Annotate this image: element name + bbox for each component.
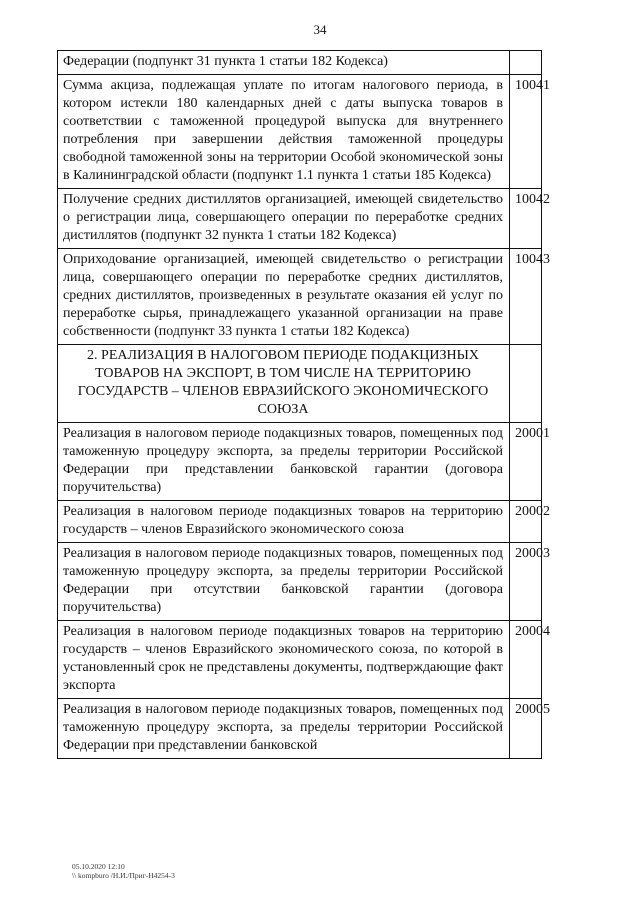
- row-code: 20005: [510, 699, 542, 759]
- footer-timestamp: 05.10.2020 12:10: [72, 862, 125, 871]
- codes-table: [57, 50, 550, 759]
- table-row: [58, 699, 542, 759]
- table-row: [58, 51, 542, 75]
- row-code: 20004: [510, 621, 542, 699]
- section-code-empty: [510, 345, 542, 423]
- row-description: Оприходование организацией, имеющей свидетельство о регистрации лица, совершающего операции по переработке средних дистиллятов, средних дистиллятов, произведенных в результате оказания ей услуг по переработке сырья, принадлежащего указанной организации на праве собственности (подпункт 33 пункта 1 статьи 182 Кодекса): [58, 249, 510, 345]
- row-description: Получение средних дистиллятов организацией, имеющей свидетельство о регистрации лица, совершающего операции по переработке средних дистиллятов (подпункт 32 пункта 1 статьи 182 Кодекса): [58, 189, 510, 249]
- section-header-row: [58, 345, 542, 423]
- row-code: 20003: [510, 543, 542, 621]
- table-row: [58, 423, 542, 501]
- section-title: 2. РЕАЛИЗАЦИЯ В НАЛОГОВОМ ПЕРИОДЕ ПОДАКЦИЗНЫХ ТОВАРОВ НА ЭКСПОРТ, В ТОМ ЧИСЛЕ НА ТЕРРИТОРИЮ ГОСУДАРСТВ – ЧЛЕНОВ ЕВРАЗИЙСКОГО ЭКОНОМИЧЕСКОГО СОЮЗА: [58, 345, 510, 423]
- table-row: [58, 189, 542, 249]
- row-description: Реализация в налоговом периоде подакцизных товаров, помещенных под таможенную процедуру экспорта, за пределы территории Российской Федерации при представлении банковской: [58, 699, 510, 759]
- row-code: 20001: [510, 423, 542, 501]
- row-description: Федерации (подпункт 31 пункта 1 статьи 182 Кодекса): [58, 51, 510, 75]
- footer-file-ref: \\ kompburo /Н.И./Приг-Н4254-3: [72, 871, 175, 880]
- row-description: Реализация в налоговом периоде подакцизных товаров на территорию государств – членов Евразийского экономического союза: [58, 501, 510, 543]
- row-code: [510, 51, 542, 75]
- table-row: [58, 501, 542, 543]
- row-description: Реализация в налоговом периоде подакцизных товаров, помещенных под таможенную процедуру экспорта, за пределы территории Российской Федерации при отсутствии банковской гарантии (договора поручительства): [58, 543, 510, 621]
- table-row: [58, 621, 542, 699]
- row-code: 20002: [510, 501, 542, 543]
- row-code: 10042: [510, 189, 542, 249]
- table-row: [58, 543, 542, 621]
- row-code: 10043: [510, 249, 542, 345]
- row-description: Сумма акциза, подлежащая уплате по итогам налогового периода, в котором истекли 180 календарных дней с даты выпуска товаров в соответствии с таможенной процедурой выпуска для внутреннего потребления при завершении действия таможенной процедуры свободной таможенной зоны на территории Особой экономической зоны в Калининградской области (подпункт 1.1 пункта 1 статьи 185 Кодекса): [58, 75, 510, 189]
- page-number: 34: [313, 22, 327, 37]
- row-description: Реализация в налоговом периоде подакцизных товаров, помещенных под таможенную процедуру экспорта, за пределы территории Российской Федерации при представлении банковской гарантии (договора поручительства): [58, 423, 510, 501]
- document-footer: [72, 862, 175, 880]
- table-row: [58, 75, 542, 189]
- table-row: [58, 249, 542, 345]
- row-description: Реализация в налоговом периоде подакцизных товаров на территорию государств – членов Евразийского экономического союза, по которой в установленный срок не представлены документы, подтверждающие факт экспорта: [58, 621, 510, 699]
- row-code: 10041: [510, 75, 542, 189]
